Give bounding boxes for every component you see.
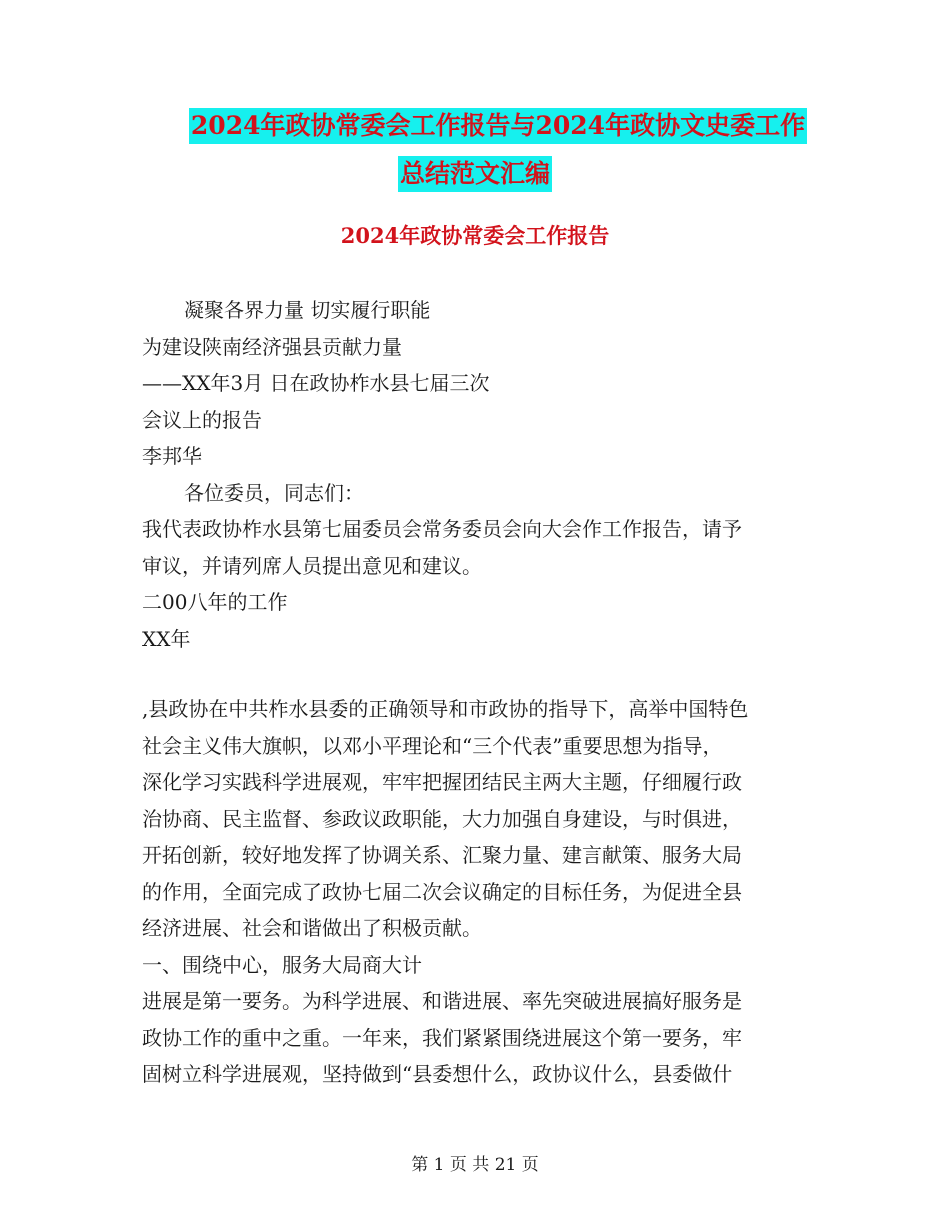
paragraph-line: 社会主义伟大旗帜，以邓小平理论和“三个代表”重要思想为指导，: [142, 733, 723, 758]
speech-date-line: 会议上的报告: [142, 407, 262, 432]
title-line-2: 总结范文汇编: [398, 156, 552, 192]
subheading-line: 二00八年的工作: [142, 590, 288, 614]
subheading-line: XX年: [142, 626, 191, 651]
paragraph-line: 的作用，全面完成了政协七届二次会议确定的目标任务，为促进全县: [142, 879, 742, 904]
paragraph-line: 深化学习实践科学进展观，牢牢把握团结民主两大主题，仔细履行政: [142, 770, 742, 794]
body-text: [142, 292, 802, 1093]
paragraph-line: 治协商、民主监督、参政议政职能，大力加强自身建设，与时俱进，: [142, 806, 742, 831]
title-line-1: 2024年政协常委会工作报告与2024年政协文史委工作: [189, 108, 807, 144]
paragraph-line: 经济进展、社会和谐做出了积极贡献。: [142, 916, 482, 940]
paragraph-line: 我代表政协柞水县第七届委员会常务委员会向大会作工作报告，请予: [142, 517, 742, 541]
paragraph-line: 进展是第一要务。为科学进展、和谐进展、率先突破进展搞好服务是: [142, 989, 742, 1013]
salutation: 各位委员，同志们：: [184, 480, 364, 505]
paragraph-line: ,县政协在中共柞水县委的正确领导和市政协的指导下，高举中国特色: [142, 697, 749, 721]
speech-date-line: ——XX年3月 日在政协柞水县七届三次: [142, 371, 490, 395]
paragraph-line: 审议，并请列席人员提出意见和建议。: [142, 553, 482, 578]
paragraph-line: 固树立科学进展观，坚持做到“县委想什么，政协议什么，县委做什: [142, 1062, 733, 1086]
paragraph-line: 政协工作的重中之重。一年来，我们紧紧围绕进展这个第一要务，牢: [142, 1025, 742, 1050]
paragraph-line: 开拓创新，较好地发挥了协调关系、汇聚力量、建言献策、服务大局: [142, 843, 742, 867]
section-subheading: 一、围绕中心，服务大局商大计: [142, 952, 422, 977]
speaker-name: 李邦华: [142, 444, 202, 468]
speech-title-line: 为建设陕南经济强县贡献力量: [142, 334, 402, 359]
document-title: [0, 108, 950, 192]
speech-title-line: 凝聚各界力量 切实履行职能: [184, 298, 431, 322]
page-footer: 第 1 页 共 21 页: [411, 1155, 539, 1175]
section-heading: 2024年政协常委会工作报告: [340, 223, 610, 248]
